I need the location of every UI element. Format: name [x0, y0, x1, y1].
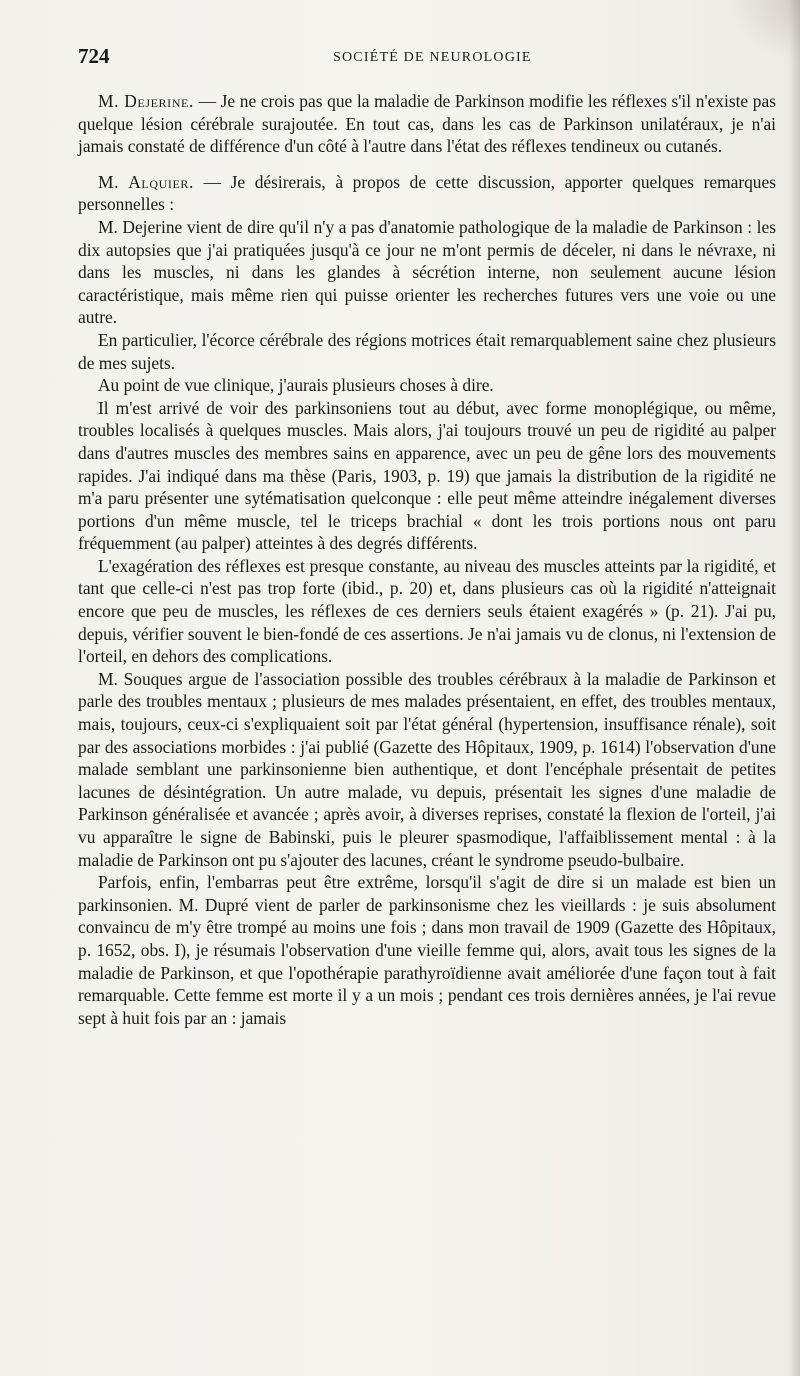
paragraph-text: — Je ne crois pas que la maladie de Parkinson modifie les réflexes s'il n'existe pas quelque lésion cérébrale surajoutée. En tout cas, dans les cas de Parkinson unilatéraux, je n'ai jamais constaté de différence d'un côté à l'autre dans l'état des réflexes tendineux ou cutanés. — [78, 91, 776, 157]
speaker-alquier: M. Alquier. — [98, 171, 194, 192]
paragraph-anatomy: M. Dejerine vient de dire qu'il n'y a pas d'anatomie pathologique de la maladie de Parkinson : les dix autopsies que j'ai pratiquées jusqu'à ce jour ne m'ont permis de déceler, ni dans le névraxe, ni dans les muscles, ni dans les glandes à sécrétion interne, non seulement aucune lésion caractéristique, mais même rien qui puisse orienter les recherches futures vers une voie ou une autre. — [78, 216, 776, 328]
paragraph-reflexes: L'exagération des réflexes est presque constante, au niveau des muscles atteints par la rigidité, et tant que celle-ci n'est pas trop forte (ibid., p. 20) et, dans plusieurs cas où la rigidité n'atteignait encore que peu de muscles, les réflexes de ces derniers seuls étaient exagérés » (p. 21). J'ai pu, depuis, vérifier souvent le bien-fondé de ces assertions. Je n'ai jamais vu de clonus, ni l'extension de l'orteil, en dehors des complications. — [78, 555, 776, 667]
paragraph-clinical: Au point de vue clinique, j'aurais plusieurs choses à dire. — [98, 375, 494, 396]
speaker-dejerine: M. Dejerine. — [98, 91, 194, 111]
paragraph-text: — Je désirerais, à propos de cette discussion, apporter quelques remarques personnelles : — [78, 171, 776, 215]
running-head: SOCIÉTÉ DE NEUROLOGIE — [333, 50, 532, 65]
paragraph-dupre: Parfois, enfin, l'embarras peut être extrême, lorsqu'il s'agit de dire si un malade est bien un parkinsonien. M. Dupré vient de parler de parkinsonisme chez les vieillards : je suis absolument convaincu de m'y être trompé au moins une fois ; dans mon travail de 1909 (Gazette des Hôpitaux, p. 1652, obs. I), je résumais l'observation d'une vieille femme qui, alors, avait tous les signes de la maladie de Parkinson, et que l'opothérapie parathyroïdienne avait améliorée d'une façon tout à fait remarquable. Cette femme est morte il y a un mois ; pendant ces trois dernières années, je l'ai revue sept à huit fois par an : jamais — [78, 872, 776, 1028]
paragraph-monoplegic: Il m'est arrivé de voir des parkinsoniens tout au début, avec forme monoplégique, ou même, troubles localisés à quelques muscles. Mais alors, j'ai toujours trouvé un peu de rigidité au palper dans d'autres muscles des membres sains en apparence, avec un peu de gêne lors des mouvements rapides. J'ai indiqué dans ma thèse (Paris, 1903, p. 19) que jamais la distribution de la rigidité ne m'a paru présenter une sytématisation quelconque : elle peut même atteindre inégalement diverses portions d'un même muscle, tel le triceps brachial « dont les trois portions nous ont paru fréquemment (au palper) atteintes à des degrés différents. — [78, 397, 776, 554]
page-edge-shadow — [788, 0, 800, 1376]
paragraph-souques: M. Souques argue de l'association possible des troubles cérébraux à la maladie de Parkinson et parle des troubles mentaux ; plusieurs de mes malades présentaient, en effet, des troubles mentaux, mais, toujours, ceux-ci s'expliquaient soit par l'état général (hypertension, insuffisance rénale), soit par des associations morbides : j'ai publié (Gazette des Hôpitaux, 1909, p. 1614) l'observation d'une malade semblant une parkinsonienne bien authentique, et dont l'encéphale présentait de petites lacunes de désintégration. Un autre malade, vu depuis, présentait les signes d'une maladie de Parkinson généralisée et avancée ; après avoir, à diverses reprises, constaté la flexion de l'orteil, j'ai vu apparaître le signe de Babinski, puis le pleurer spasmodique, l'affaiblissement mental : à la maladie de Parkinson ont pu s'ajouter des lacunes, créant le syndrome pseudo-bulbaire. — [78, 668, 776, 870]
page-header — [78, 44, 778, 74]
paragraph-alquier — [78, 171, 776, 216]
body-text — [78, 90, 776, 1029]
paragraph-dejerine — [78, 90, 776, 158]
paragraph-cortex: En particulier, l'écorce cérébrale des régions motrices était remarquablement saine chez plusieurs de mes sujets. — [78, 329, 776, 373]
page-number: 724 — [78, 44, 110, 68]
